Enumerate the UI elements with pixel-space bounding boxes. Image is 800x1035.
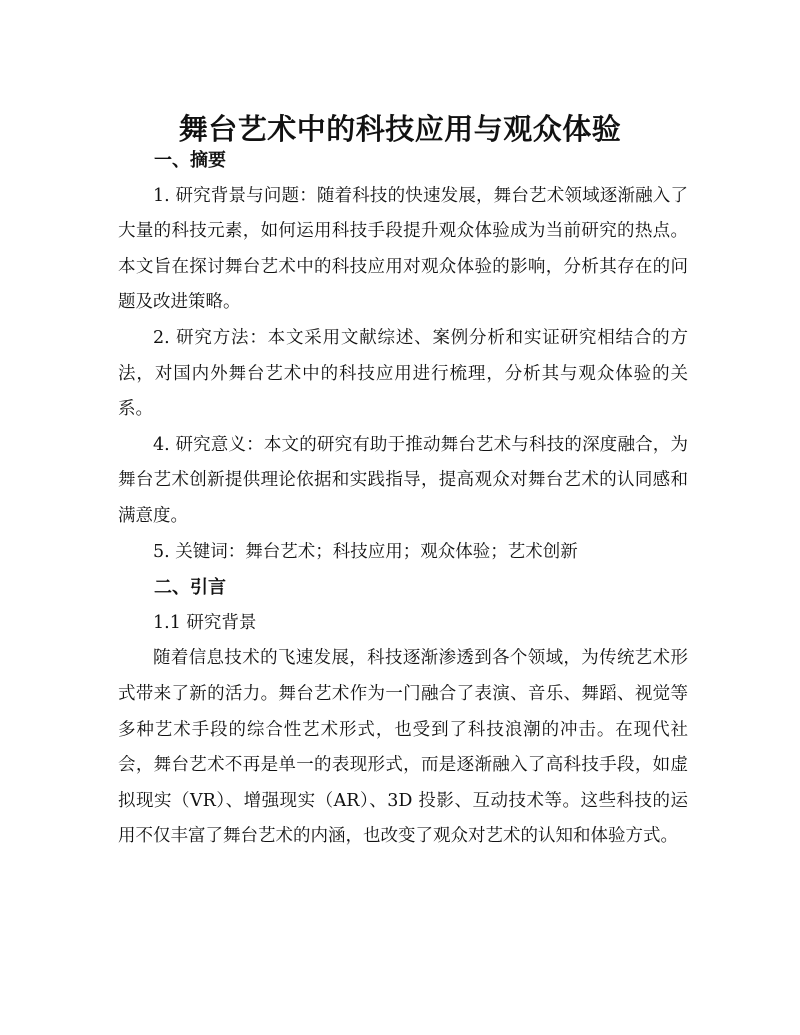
section-heading-introduction: 二、引言 <box>154 577 226 599</box>
section-heading-abstract: 一、摘要 <box>154 150 226 171</box>
abstract-paragraph-method: 2. 研究方法：本文采用文献综述、案例分析和实证研究相结合的方法，对国内外舞台艺术中的科技应用进行梳理，分析其与观众体验的关系。 <box>118 327 688 420</box>
introduction-paragraph: 随着信息技术的飞速发展，科技逐渐渗透到各个领域，为传统艺术形式带来了新的活力。舞台艺术作为一门融合了表演、音乐、舞蹈、视觉等多种艺术手段的综合性艺术形式，也受到了科技浪潮的冲击。在现代社会，舞台艺术不再是单一的表现形式，而是逐渐融入了高科技手段，如虚拟现实（VR）、增强现实（AR）、3D 投影、互动技术等。这些科技的运用不仅丰富了舞台艺术的内涵，也改变了观众对艺术的认知和体验方式。 <box>118 648 688 847</box>
abstract-paragraph-significance: 4. 研究意义：本文的研究有助于推动舞台艺术与科技的深度融合，为舞台艺术创新提供理论依据和实践指导，提高观众对舞台艺术的认同感和满意度。 <box>118 434 688 526</box>
abstract-paragraph-keywords: 5. 关键词：舞台艺术；科技应用；观众体验；艺术创新 <box>153 541 578 562</box>
document-title: 舞台艺术中的科技应用与观众体验 <box>178 112 622 147</box>
abstract-paragraph-background: 1. 研究背景与问题：随着科技的快速发展，舞台艺术领域逐渐融入了大量的科技元素，如何运用科技手段提升观众体验成为当前研究的热点。本文旨在探讨舞台艺术中的科技应用对观众体验的影响，分析其存在的问题及改进策略。 <box>118 185 688 313</box>
subsection-heading-background: 1.1 研究背景 <box>153 612 257 633</box>
document-body <box>118 143 688 855</box>
